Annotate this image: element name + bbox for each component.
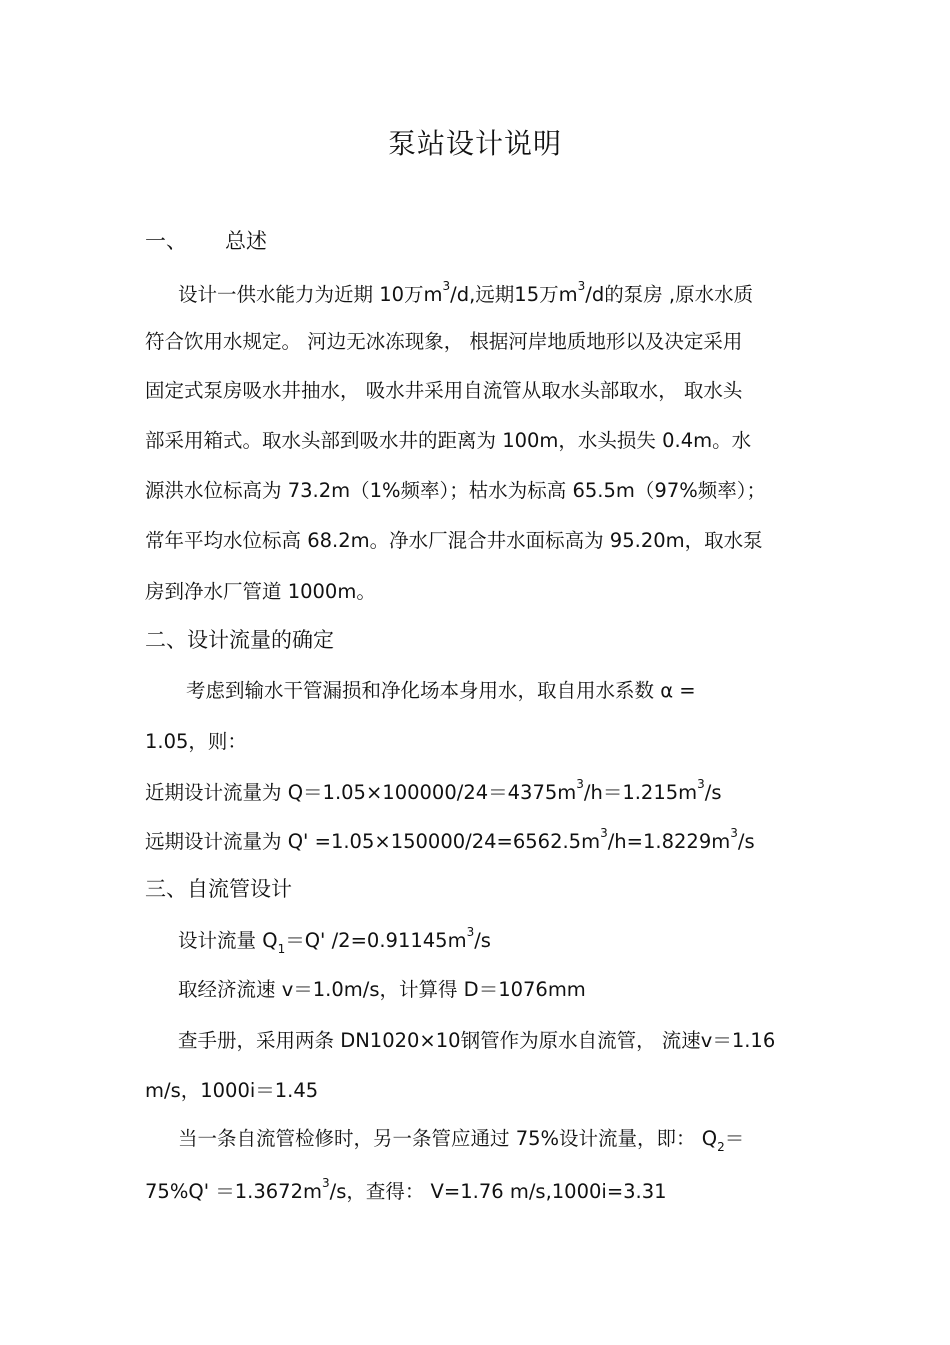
paragraph-line: m/s，1000i＝1.45 [145,1079,319,1102]
paragraph-line: 考虑到输水干管漏损和净化场本身用水，取自用水系数 α = [186,679,696,702]
paragraph-line: 符合饮用水规定。 河边无冰冻现象， 根据河岸地质地形以及决定采用 [145,330,743,353]
paragraph-line: 1.05，则： [145,730,247,753]
paragraph-line: 取经济流速 v＝1.0m/s，计算得 D＝1076mm [178,978,586,1001]
paragraph-line: 常年平均水位标高 68.2m。净水厂混合井水面标高为 95.20m，取水泵 [145,529,763,552]
paragraph-line: 源洪水位标高为 73.2m（1%频率）；枯水为标高 65.5m（97%频率）； [145,479,767,502]
formula-line: 近期设计流量为 $Q=1.05\times 100000/24=4375m^3/h=1.215m^3/s$ [145,777,722,804]
paragraph-line: 部采用箱式。取水头部到吸水井的距离为 100m，水头损失 0.4m。水 [145,429,752,452]
paragraph-line: 当一条自流管检修时，另一条管应通过 75%设计流量，即： $Q_2=$ [178,1127,745,1154]
paragraph-line: 查手册，采用两条 DN1020×10钢管作为原水自流管， 流速v＝1.16 [178,1029,776,1052]
section-title: 总述 [225,229,267,253]
formula-line: 远期设计流量为 $Q' =1.05\times 150000/24=6562.5m^3/h=1.8229m^3/s$ [145,826,755,853]
section-heading-1 [145,226,815,256]
paragraph-line: 固定式泵房吸水井抽水， 吸水井采用自流管从取水头部取水， 取水头 [145,379,743,402]
section-number: 一、 [145,229,187,253]
formula-line: 设计流量 $Q_1=Q'$ $/2=0.91145m^3/s$ [178,925,491,956]
page-title: 泵站设计说明 [387,127,562,160]
section-heading-2: 二、设计流量的确定 [145,628,334,652]
paragraph-line: 设计一供水能力为近期 10万$m^3/d$,远期15万$m^3/d$的泵房 ,原水水质 [178,279,754,306]
paragraph-line: 房到净水厂管道 1000m。 [145,580,376,603]
section-heading-3: 三、自流管设计 [145,877,292,901]
formula-line: $75\%Q' =1.3672m^3/s$，查得： V=1.76 m/s,1000i=3.31 [145,1176,667,1203]
